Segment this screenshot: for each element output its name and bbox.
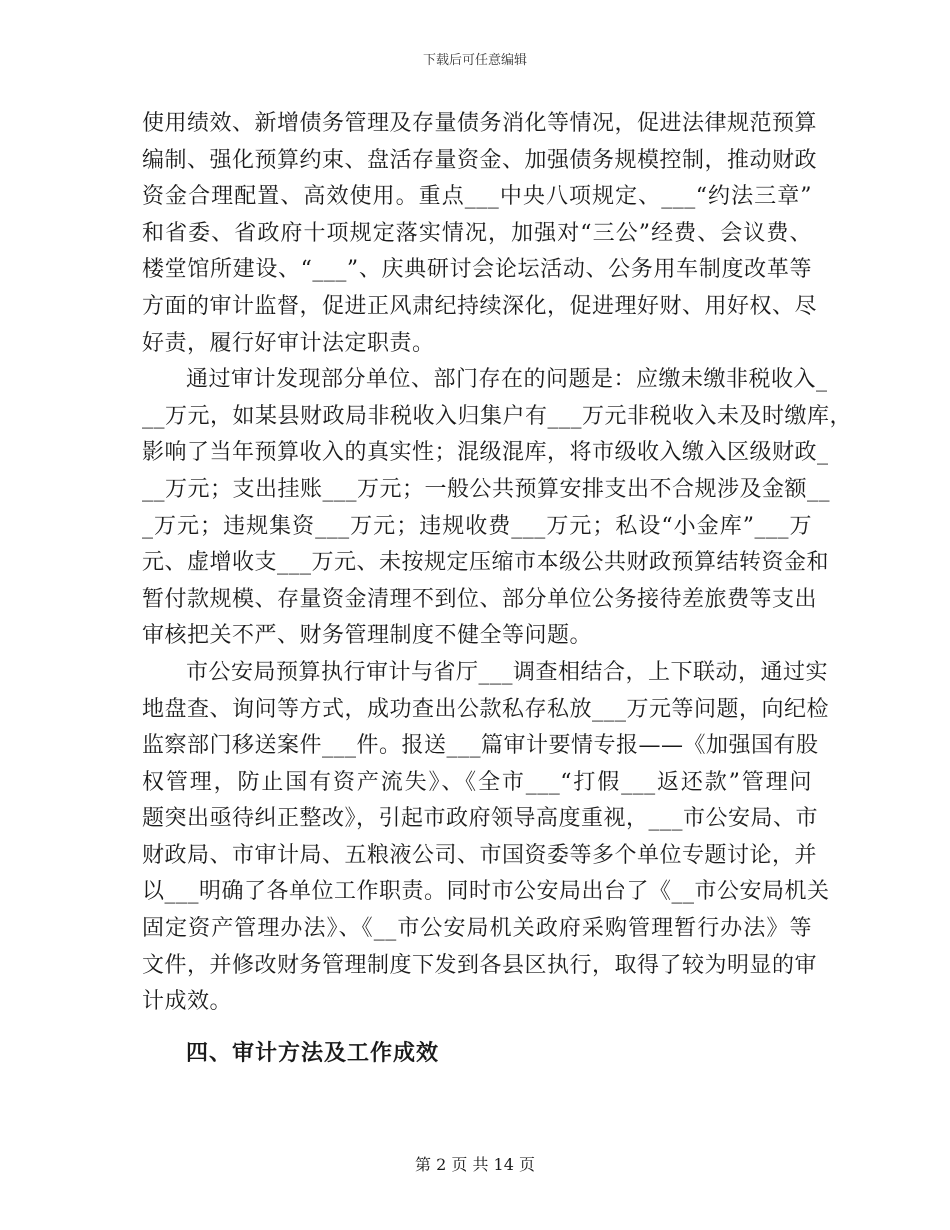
paragraph-3 <box>142 655 830 1021</box>
text-line: 审核把关不严、财务管理制度不健全等问题。 <box>142 623 593 649</box>
text-line: 计成效。 <box>142 989 233 1015</box>
paragraph-2 <box>142 362 853 655</box>
text-line: 财政局、市审计局、五粮液公司、市国资委等多个单位专题讨论，并 <box>142 842 818 868</box>
page-header-note: 下载后可任意编辑 <box>422 53 527 68</box>
text-line: 编制、强化预算约束、盘活存量资金、加强债务规模控制，推动财政 <box>142 147 818 173</box>
text-line: 影响了当年预算收入的真实性；混级混库，将市级收入缴入区级财政_ <box>142 440 829 466</box>
text-line: 楼堂馆所建设、“___”、庆典研讨会论坛活动、公务用车制度改革等 <box>142 257 812 283</box>
text-line: 以___明确了各单位工作职责。同时市公安局出台了《__市公安局机关 <box>142 879 830 905</box>
text-line: __万元；支出挂账___万元；一般公共预算安排支出不合规涉及金额__ <box>142 476 831 502</box>
text-line: 权管理，防止国有资产流失》、《全市___“打假___返还款”管理问 <box>142 769 812 795</box>
document-body <box>142 106 853 1021</box>
text-line: 文件，并修改财务管理制度下发到各县区执行，取得了较为明显的审 <box>142 952 818 978</box>
text-line: 元、虚增收支___万元、未按规定压缩市本级公共财政预算结转资金和 <box>142 550 830 576</box>
text-line: 地盘查、询问等方式，成功查出公款私存私放___万元等问题，向纪检 <box>142 696 830 722</box>
text-line: 固定资产管理办法》、《__市公安局机关政府采购管理暂行办法》等 <box>142 916 812 942</box>
paragraph-1 <box>142 106 818 362</box>
text-line: __万元，如某县财政局非税收入归集户有___万元非税收入未及时缴库， <box>142 403 853 429</box>
text-line: 资金合理配置、高效使用。重点___中央八项规定、___“约法三章” <box>142 184 812 210</box>
text-line: _万元；违规集资___万元；违规收费___万元；私设“小金库”___万 <box>142 513 812 539</box>
text-line: 题突出亟待纠正整改》，引起市政府领导高度重视，___市公安局、市 <box>142 806 819 832</box>
text-line: 方面的审计监督，促进正风肃纪持续深化，促进理好财、用好权、尽 <box>142 293 818 319</box>
text-line: 市公安局预算执行审计与省厅___调查相结合，上下联动，通过实 <box>186 659 829 685</box>
text-line: 通过审计发现部分单位、部门存在的问题是：应缴未缴非税收入_ <box>186 367 828 393</box>
page-number: 第 2 页 共 14 页 <box>415 1155 535 1174</box>
text-line: 和省委、省政府十项规定落实情况，加强对“三公”经费、会议费、 <box>142 220 812 246</box>
text-line: 监察部门移送案件___件。报送___篇审计要情专报——《加强国有股 <box>142 733 819 759</box>
text-line: 好责，履行好审计法定职责。 <box>142 330 435 356</box>
text-line: 使用绩效、新增债务管理及存量债务消化等情况，促进法律规范预算 <box>142 111 818 136</box>
section-heading: 四、审计方法及工作成效 <box>186 1041 440 1066</box>
text-line: 暂付款规模、存量资金清理不到位、部分单位公务接待差旅费等支出 <box>142 586 818 612</box>
